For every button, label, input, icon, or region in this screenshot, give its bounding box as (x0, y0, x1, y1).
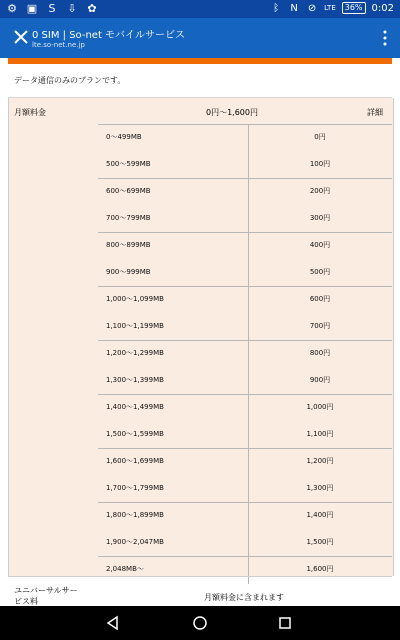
data-range-cell: 1,700〜1,799MB (106, 483, 164, 492)
app-bar (0, 18, 400, 58)
accent-bar (8, 58, 392, 64)
download-icon: ⇩ (67, 1, 77, 15)
table-row (98, 260, 392, 287)
table-row (98, 368, 392, 395)
web-content[interactable] (0, 58, 400, 606)
price-cell: 1,500円 (306, 537, 334, 546)
data-range-cell: 900〜999MB (106, 267, 151, 276)
divider (8, 576, 392, 577)
price-cell: 1,400円 (306, 511, 334, 519)
data-range-cell: 1,200〜1,299MB (106, 349, 164, 357)
table-row (98, 124, 392, 152)
do-not-disturb-icon: ⊘ (307, 2, 317, 14)
price-cell: 1,000円 (306, 403, 334, 411)
close-icon[interactable] (10, 26, 32, 48)
table-row (98, 286, 392, 314)
data-range-cell: 1,100〜1,199MB (106, 321, 164, 330)
table-row (98, 152, 392, 179)
data-range-cell: 1,000〜1,099MB (106, 295, 164, 303)
table-row (98, 502, 392, 530)
fee-label: 月額料金 (14, 108, 46, 117)
table-row (98, 394, 392, 422)
s-app-icon: S (48, 1, 56, 15)
price-cell: 700円 (309, 321, 331, 330)
plan-description: データ通信のみのプランです。 (14, 76, 126, 85)
data-range-cell: 800〜899MB (106, 241, 151, 249)
price-cell: 300円 (309, 213, 331, 222)
data-range-cell: 1,600〜1,699MB (106, 457, 164, 465)
battery-icon: 36% (342, 2, 366, 14)
data-range-cell: 1,400〜1,499MB (106, 403, 164, 411)
data-range-cell: 0〜499MB (106, 133, 142, 141)
fee-range: 0円〜1,600円 (206, 108, 258, 117)
price-cell: 1,200円 (306, 457, 334, 465)
clock: 0:02 (371, 2, 394, 14)
home-icon[interactable] (192, 615, 208, 631)
back-icon[interactable] (105, 615, 121, 631)
price-cell: 400円 (309, 241, 331, 249)
data-range-cell: 1,500〜1,599MB (106, 429, 164, 438)
fee-table (98, 124, 392, 584)
table-row (98, 232, 392, 260)
table-row (98, 476, 392, 503)
data-range-cell: 1,900〜2,047MB (106, 537, 164, 546)
bluetooth-icon: ᛒ (273, 2, 280, 14)
table-row (98, 206, 392, 233)
table-row (98, 556, 392, 584)
price-cell: 1,600円 (306, 565, 334, 573)
status-bar (0, 0, 400, 18)
table-row (98, 178, 392, 206)
table-row (98, 530, 392, 557)
page-url: lte.so-net.ne.jp (32, 41, 85, 49)
price-cell: 0円 (314, 133, 326, 141)
data-range-cell: 500〜599MB (106, 159, 151, 168)
price-cell: 1,300円 (306, 483, 334, 492)
price-cell: 800円 (309, 349, 331, 357)
table-row (98, 448, 392, 476)
data-range-cell: 1,300〜1,399MB (106, 375, 164, 384)
navigation-bar (0, 606, 400, 640)
price-cell: 500円 (309, 267, 331, 276)
table-row (98, 422, 392, 449)
data-range-cell: 600〜699MB (106, 187, 151, 195)
overflow-menu-icon[interactable] (382, 28, 388, 48)
signal-icon: LTE (324, 4, 336, 12)
detail-link[interactable]: 詳細 (367, 108, 383, 117)
nfc-icon: N (290, 2, 298, 14)
price-cell: 600円 (309, 295, 331, 303)
character-icon: ✿ (87, 1, 97, 15)
data-range-cell: 1,800〜1,899MB (106, 511, 164, 519)
price-cell: 900円 (309, 375, 331, 384)
table-row (98, 340, 392, 368)
universal-service-label: ユニバーサルサー ビス料 (14, 586, 78, 606)
price-cell: 100円 (309, 159, 331, 168)
app-notification-icon: ⚙ (7, 1, 17, 15)
price-cell: 200円 (309, 187, 331, 195)
universal-service-value: 月額料金に含まれます (204, 593, 284, 602)
data-range-cell: 2,048MB〜 (106, 565, 144, 573)
image-notification-icon: ▣ (26, 1, 38, 15)
table-row (98, 314, 392, 341)
page-title: 0 SIM | So-net モバイルサービス (32, 30, 186, 41)
recent-apps-icon[interactable] (278, 616, 292, 630)
data-range-cell: 700〜799MB (106, 213, 151, 222)
price-cell: 1,100円 (306, 429, 334, 438)
